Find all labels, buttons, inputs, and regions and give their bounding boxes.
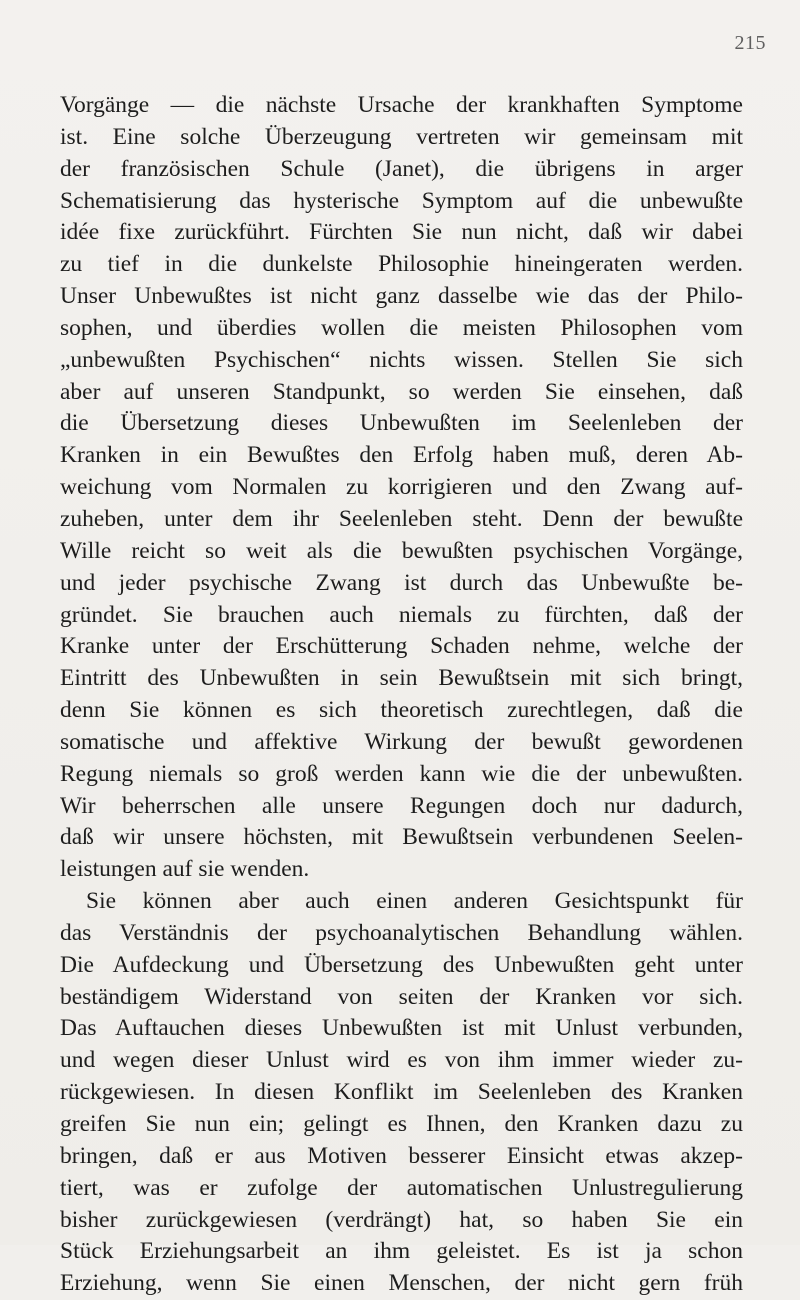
text-line: tiert, was er zufolge der automatischen Unlustregulierung	[60, 1174, 743, 1201]
text-line: Kranke unter der Erschütterung Schaden nehme, welche der	[60, 633, 743, 660]
text-line: beständigem Widerstand von seiten der Kranken vor sich.	[60, 983, 743, 1010]
text-line: und jeder psychische Zwang ist durch das Unbewußte be-	[60, 569, 743, 596]
text-line: die Übersetzung dieses Unbewußten im Seelenleben der	[60, 410, 743, 437]
text-line: daß wir unsere höchsten, mit Bewußtsein verbundenen Seelen-	[60, 824, 743, 851]
text-line: leistungen auf sie wenden.	[60, 856, 310, 883]
text-line: aber auf unseren Standpunkt, so werden Sie einsehen, daß	[60, 378, 743, 405]
text-line: der französischen Schule (Janet), die übrigens in arger	[60, 155, 743, 182]
text-line: das Verständnis der psychoanalytischen Behandlung wählen.	[60, 919, 743, 946]
text-line: Eintritt des Unbewußten in sein Bewußtsein mit sich bringt,	[60, 665, 743, 692]
text-line: zuheben, unter dem ihr Seelenleben steht. Denn der bewußte	[60, 505, 743, 532]
text-line: denn Sie können es sich theoretisch zurechtlegen, daß die	[60, 697, 743, 724]
text-line: zu tief in die dunkelste Philosophie hineingeraten werden.	[60, 251, 743, 278]
text-line: bringen, daß er aus Motiven besserer Einsicht etwas akzep-	[60, 1142, 743, 1169]
text-line: Stück Erziehungsarbeit an ihm geleistet. Es ist ja schon	[60, 1238, 743, 1265]
text-line: weichung vom Normalen zu korrigieren und den Zwang auf-	[60, 474, 743, 501]
text-line: idée fixe zurückführt. Fürchten Sie nun nicht, daß wir dabei	[60, 219, 743, 246]
body-text	[60, 90, 743, 1300]
text-line: Das Auftauchen dieses Unbewußten ist mit Unlust verbunden,	[60, 1015, 743, 1042]
text-line: Erziehung, wenn Sie einen Menschen, der nicht gern früh	[60, 1270, 743, 1297]
text-line: bisher zurückgewiesen (verdrängt) hat, so haben Sie ein	[60, 1206, 743, 1233]
page-number: 215	[734, 32, 766, 54]
text-line: Kranken in ein Bewußtes den Erfolg haben muß, deren Ab-	[60, 442, 743, 469]
text-line: gründet. Sie brauchen auch niemals zu fürchten, daß der	[60, 601, 743, 628]
text-line: und wegen dieser Unlust wird es von ihm immer wieder zu-	[60, 1047, 743, 1074]
text-line: Die Aufdeckung und Übersetzung des Unbewußten geht unter	[60, 951, 743, 978]
text-line: Sie können aber auch einen anderen Gesichtspunkt für	[86, 888, 743, 915]
text-line: Regung niemals so groß werden kann wie die der unbewußten.	[60, 760, 743, 787]
text-line: Wir beherrschen alle unsere Regungen doch nur dadurch,	[60, 792, 743, 819]
text-line: somatische und affektive Wirkung der bewußt gewordenen	[60, 728, 743, 755]
text-line: ist. Eine solche Überzeugung vertreten wir gemeinsam mit	[60, 123, 743, 150]
text-line: sophen, und überdies wollen die meisten Philosophen vom	[60, 314, 743, 341]
text-line: „unbewußten Psychischen“ nichts wissen. Stellen Sie sich	[60, 346, 743, 373]
text-line: rückgewiesen. In diesen Konflikt im Seelenleben des Kranken	[60, 1079, 743, 1106]
text-line: Unser Unbewußtes ist nicht ganz dasselbe wie das der Philo-	[60, 283, 743, 310]
text-line: greifen Sie nun ein; gelingt es Ihnen, den Kranken dazu zu	[60, 1111, 743, 1137]
text-line: Vorgänge — die nächste Ursache der krankhaften Symptome	[60, 92, 743, 118]
text-line: Schematisierung das hysterische Symptom auf die unbewußte	[60, 187, 743, 214]
text-line: Wille reicht so weit als die bewußten psychischen Vorgänge,	[60, 537, 743, 564]
